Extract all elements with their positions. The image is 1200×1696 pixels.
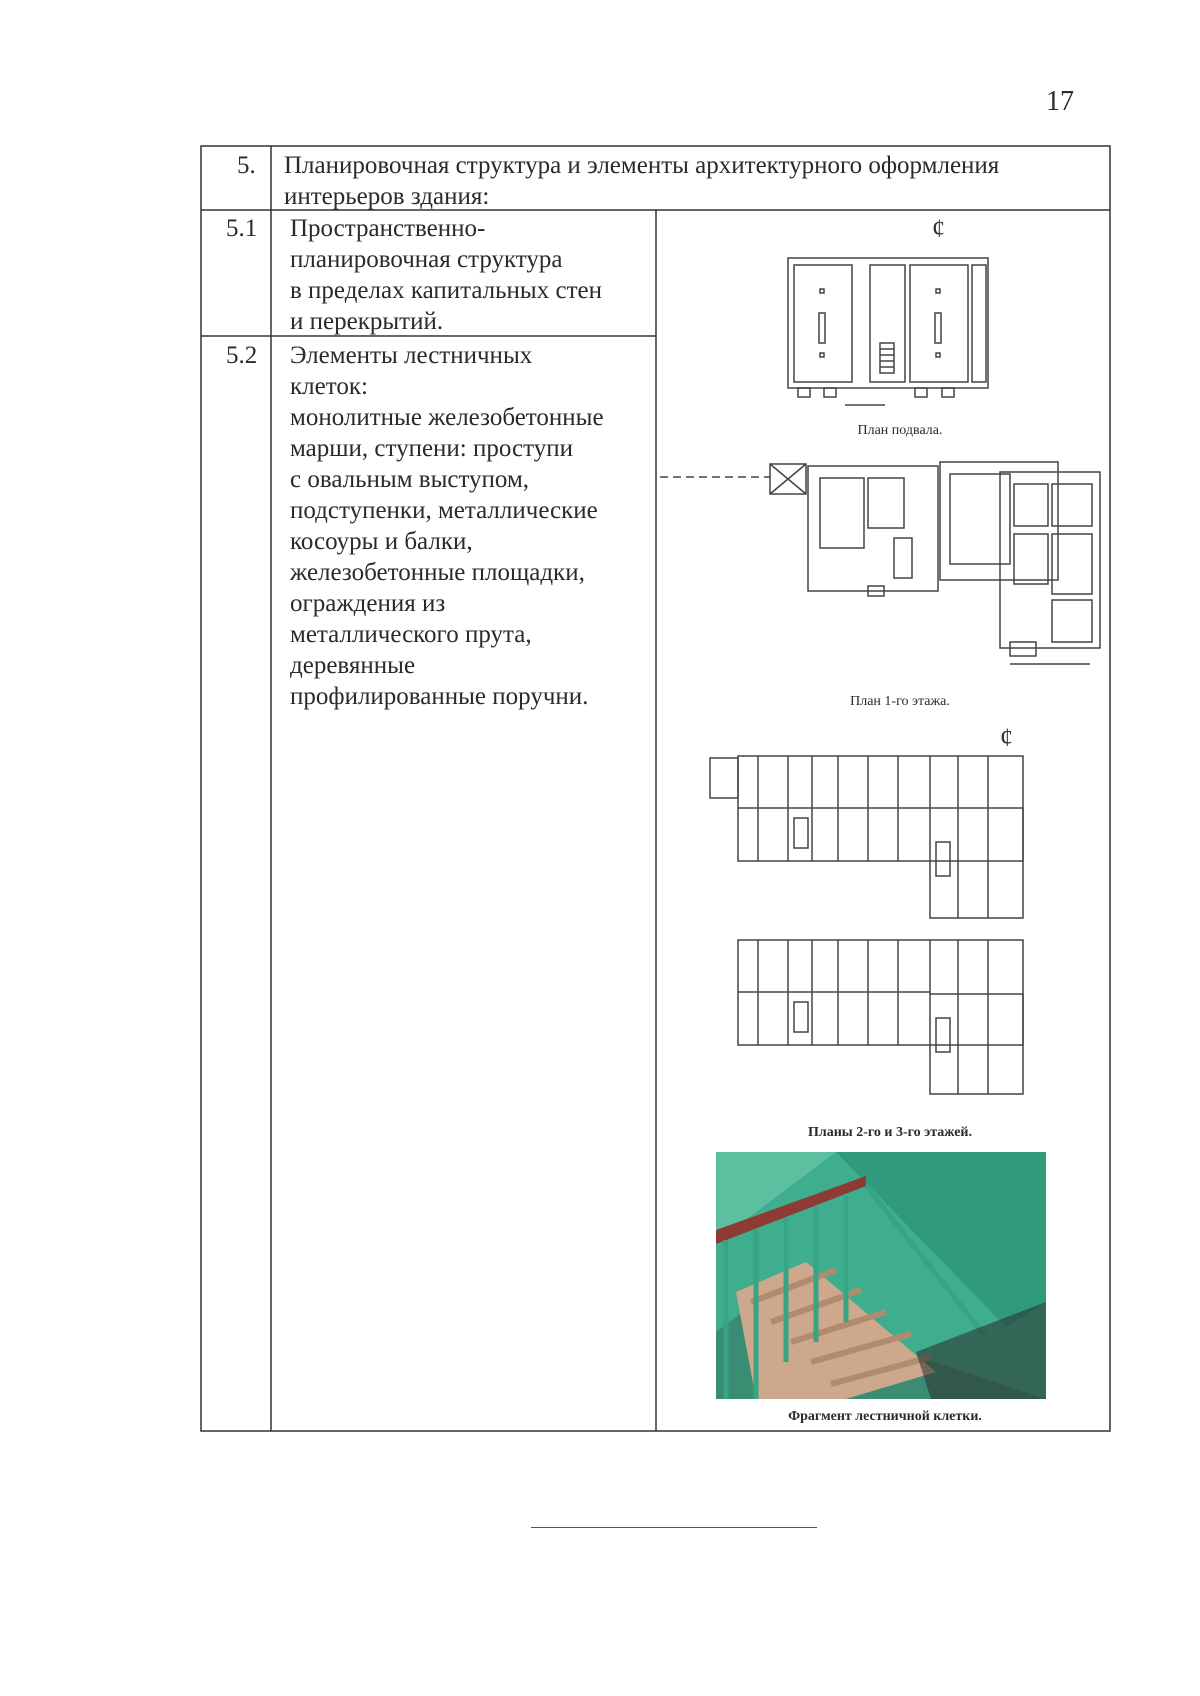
row-number: 5.2 xyxy=(226,342,258,369)
basement-plan xyxy=(780,213,1020,413)
basement-caption: План подвала. xyxy=(857,423,943,438)
floor1-plan xyxy=(660,454,1110,674)
staircase-photo xyxy=(716,1152,1046,1399)
photo-caption: Фрагмент лестничной клетки. xyxy=(788,1409,982,1424)
section-title: Планировочная структура и элементы архитектурного оформления интерьеров здания: xyxy=(284,152,1000,210)
floors23-caption: Планы 2-го и 3-го этажей. xyxy=(808,1125,972,1140)
row-number: 5.1 xyxy=(226,215,258,242)
floor1-caption: План 1-го этажа. xyxy=(850,694,950,709)
page-number: 17 xyxy=(1046,86,1074,117)
floors23-plan xyxy=(708,718,1068,1098)
svg-text:¢: ¢ xyxy=(1000,723,1013,752)
row-text: Пространственно- планировочная структура в пределах капитальных стен и перекрытий. xyxy=(290,215,602,335)
footnote-separator xyxy=(531,1527,817,1528)
svg-text:¢: ¢ xyxy=(932,214,945,243)
section-number: 5. xyxy=(237,152,256,179)
row-text: Элементы лестничных клеток: монолитные железобетонные марши, ступени: проступи с овальным выступом, подступенки, металлические косоуры и балки, железобетонные площадки, ограждения из металлического прута, деревянные профилированные поручни. xyxy=(290,342,604,710)
